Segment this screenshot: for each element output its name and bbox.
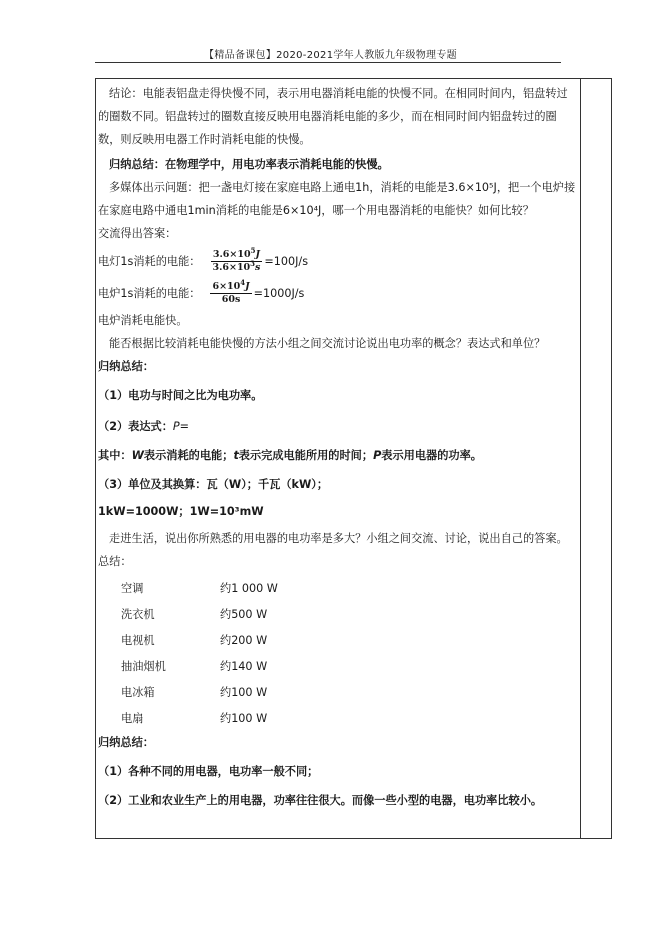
appliance-power: 约100 W (220, 711, 268, 725)
stove-label: 电炉1s消耗的电能： (98, 286, 201, 300)
lamp-den: 3.6×10 (212, 261, 251, 273)
point-2-formula: P= (172, 420, 190, 433)
stove-num: 6×10 (212, 280, 241, 292)
summary-2-title: 归纳总结： (98, 360, 154, 373)
summary-1: 归纳总结：在物理学中，用电功率表示消耗电能的快慢。 (109, 158, 389, 171)
total-text: 总结： (98, 555, 132, 568)
page-header: 【精品备课包】2020-2021学年人教版九年级物理专题 (204, 50, 457, 61)
summary-3-title: 归纳总结： (98, 736, 154, 749)
list-item (98, 653, 576, 679)
appliance-power: 约200 W (220, 633, 268, 647)
list-item (98, 679, 576, 705)
list-item (98, 627, 576, 653)
list-item (98, 705, 576, 731)
appliance-power: 约1 000 W (220, 581, 278, 595)
life-text: 走进生活，说出你所熟悉的用电器的电功率是多大？小组之间交流、讨论，说出自己的答案。 (109, 532, 568, 545)
final-point-1: （1）各种不同的用电器，电功率一般不同； (98, 765, 319, 778)
stove-faster-text: 电炉消耗电能快。 (98, 314, 188, 327)
final-point-2: （2）工业和农业生产上的用电器，功率往往很大。而像一些小型的电器，电功率比较小。 (98, 794, 543, 807)
exchange-text: 交流得出答案： (98, 227, 177, 240)
where-p-text: 表示用电器的功率。 (381, 449, 482, 462)
lamp-num-exp: 5 (250, 245, 256, 255)
lamp-label: 电灯1s消耗的电能： (98, 254, 201, 268)
lesson-content (98, 82, 576, 812)
appliance-power: 约140 W (220, 659, 268, 673)
point-2-label: （2）表达式： (98, 420, 173, 433)
appliance-name: 电冰箱 (121, 685, 155, 699)
where-t: t (233, 449, 239, 462)
list-item (98, 575, 576, 601)
lamp-fraction (210, 245, 262, 274)
appliance-power: 约500 W (220, 607, 268, 621)
appliance-name: 抽油烟机 (121, 659, 166, 673)
lamp-den-unit: s (255, 261, 261, 273)
lamp-den-exp: 3 (250, 258, 256, 268)
conversion-text: 1kW=1000W；1W=10³mW (98, 505, 264, 518)
where-w-text: 表示消耗的电能； (143, 449, 234, 462)
list-item (98, 601, 576, 627)
appliance-name: 电视机 (121, 633, 155, 647)
appliance-name: 洗衣机 (121, 607, 155, 621)
stove-formula (98, 277, 576, 309)
where-prefix: 其中： (98, 449, 132, 462)
point-3: （3）单位及其换算：瓦（W）；千瓦（kW）； (98, 478, 329, 491)
stove-num-exp: 4 (240, 277, 246, 287)
appliance-name: 电扇 (121, 711, 144, 725)
conclusion-text: 结论：电能表铝盘走得快慢不同，表示用电器消耗电能的快慢不同。在相同时间内，铝盘转过的圈数不同。铝盘转过的圈数直接反映用电器消耗电能的多少，而在相同时间内铝盘转过的圈数，则反映用电器工作时消耗电能的快慢。 (98, 87, 568, 146)
where-text (98, 444, 576, 467)
header-rule (95, 62, 561, 63)
appliance-power: 约100 W (220, 685, 268, 699)
lamp-formula (98, 245, 576, 277)
lamp-num-unit: J (255, 248, 260, 260)
lamp-num: 3.6×10 (212, 248, 251, 260)
point-1: （1）电功与时间之比为电功率。 (98, 389, 263, 402)
table-column-divider (580, 78, 581, 839)
where-w: W (131, 449, 144, 462)
stove-den: 60s (221, 293, 241, 305)
lamp-result: =100J/s (264, 254, 309, 268)
where-t-text: 表示完成电能所用的时间； (238, 449, 374, 462)
point-2 (98, 415, 576, 438)
where-p: P (373, 449, 382, 462)
stove-num-unit: J (245, 280, 250, 292)
stove-fraction (210, 277, 251, 306)
appliance-list (98, 575, 576, 731)
question-text: 多媒体出示问题：把一盏电灯接在家庭电路上通电1h，消耗的电能是3.6×10⁵J，把一个电炉接在家庭电路中通电1min消耗的电能是6×10⁴J，哪一个用电器消耗的电能快？如何比较？ (98, 181, 576, 217)
discussion-text: 能否根据比较消耗电能快慢的方法小组之间交流讨论说出电功率的概念？表达式和单位？ (109, 337, 546, 350)
stove-result: =1000J/s (253, 286, 305, 300)
appliance-name: 空调 (121, 581, 144, 595)
